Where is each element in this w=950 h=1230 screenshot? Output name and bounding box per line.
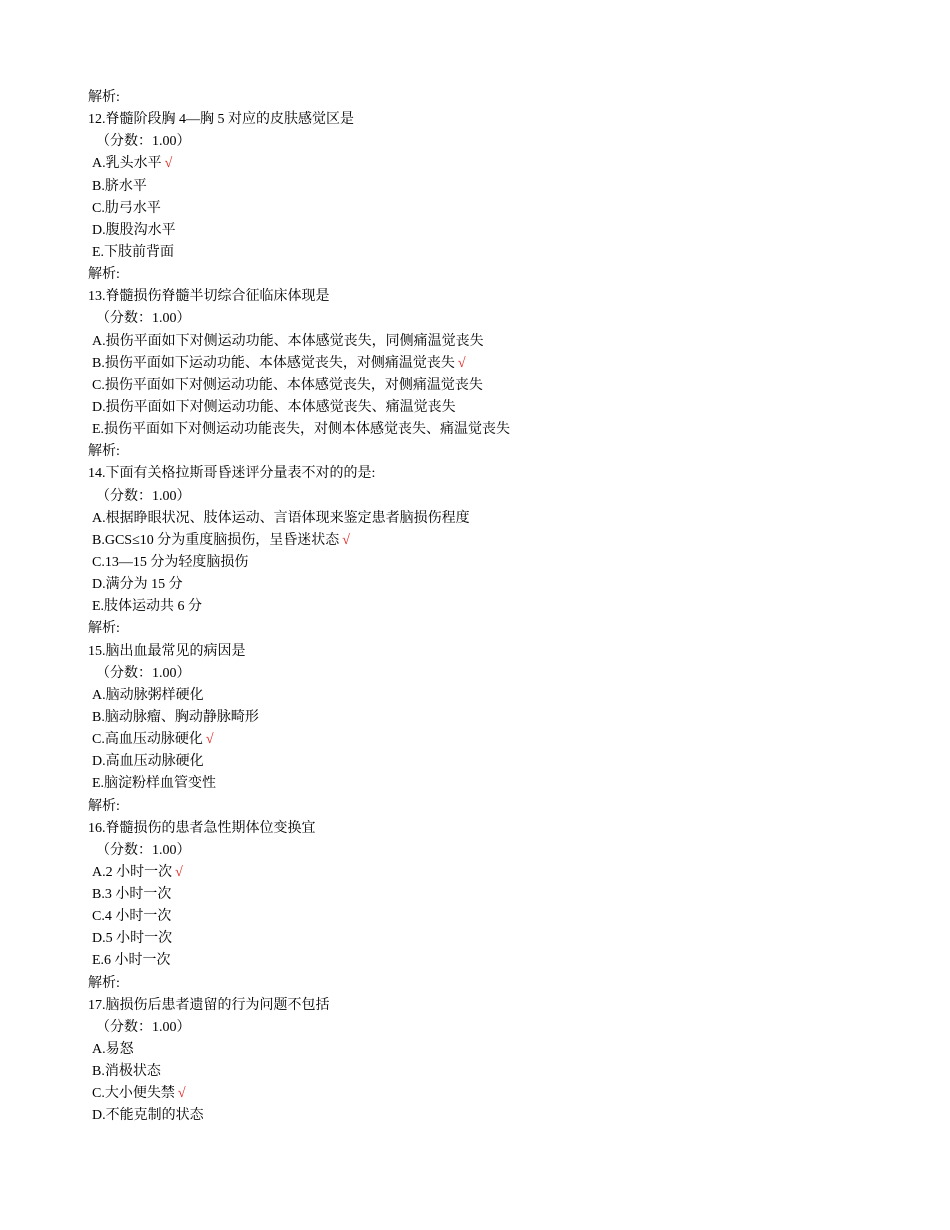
analysis-label: 解析:: [88, 621, 120, 637]
option-text: A.脑动脉粥样硬化: [92, 687, 204, 703]
question-block: [88, 463, 908, 640]
option-text: C.损伤平面如下对侧运动功能、本体感觉丧失，对侧痛温觉丧失: [92, 377, 483, 393]
answer-option: [88, 153, 908, 175]
answer-option: [88, 419, 908, 441]
option-text: D.不能克制的状态: [92, 1108, 204, 1124]
answer-option: [88, 375, 908, 397]
option-text: D.高血压动脉硬化: [92, 754, 204, 770]
correct-checkmark-icon: √: [175, 864, 183, 880]
option-text: E.损伤平面如下对侧运动功能丧失，对侧本体感觉丧失、痛温觉丧失: [92, 422, 511, 438]
question-score: （分数：1.00）: [96, 311, 191, 327]
option-text: B.损伤平面如下运动功能、本体感觉丧失，对侧痛温觉丧失: [92, 355, 455, 371]
analysis-label: 解析:: [88, 798, 120, 814]
option-text: B.3 小时一次: [92, 887, 172, 903]
answer-option: [88, 1061, 908, 1083]
answer-option: [88, 707, 908, 729]
answer-option: [88, 862, 908, 884]
correct-checkmark-icon: √: [342, 532, 350, 548]
answer-option: [88, 773, 908, 795]
option-text: B.脑动脉瘤、胸动静脉畸形: [92, 709, 259, 725]
answer-option: [88, 176, 908, 198]
answer-option: [88, 198, 908, 220]
answer-option: [88, 353, 908, 375]
question-block: [88, 818, 908, 995]
answer-option: [88, 685, 908, 707]
correct-checkmark-icon: √: [164, 156, 173, 172]
option-text: A.易怒: [92, 1042, 134, 1058]
answer-option: [88, 884, 908, 906]
option-text: B.脐水平: [92, 178, 147, 194]
question-stem: 15.脑出血最常见的病因是: [88, 643, 246, 659]
option-text: A.乳头水平: [92, 156, 162, 172]
question-score: （分数：1.00）: [96, 488, 191, 504]
analysis-label: 解析:: [88, 267, 120, 283]
question-score: （分数：1.00）: [96, 665, 191, 681]
question-stem: 17.脑损伤后患者遗留的行为问题不包括: [88, 997, 330, 1013]
option-text: A.损伤平面如下对侧运动功能、本体感觉丧失，同侧痛温觉丧失: [92, 333, 484, 349]
question-stem: 12.脊髓阶段胸 4—胸 5 对应的皮肤感觉区是: [88, 112, 354, 128]
answer-option: [88, 530, 908, 552]
option-text: C.大小便失禁: [92, 1086, 175, 1102]
correct-checkmark-icon: √: [177, 1086, 186, 1102]
answer-option: [88, 906, 908, 928]
option-text: C.肋弓水平: [92, 200, 161, 216]
answer-option: [88, 220, 908, 242]
question-stem: 13.脊髓损伤脊髓半切综合征临床体现是: [88, 289, 330, 305]
question-score: （分数：1.00）: [96, 842, 191, 858]
option-text: B.消极状态: [92, 1064, 161, 1080]
answer-option: [88, 751, 908, 773]
answer-option: [88, 1105, 908, 1127]
answer-option: [88, 397, 908, 419]
answer-option: [88, 574, 908, 596]
answer-option: [88, 950, 908, 972]
correct-checkmark-icon: √: [205, 732, 214, 748]
answer-option: [88, 928, 908, 950]
answer-option: [88, 596, 908, 618]
question-block: [88, 995, 908, 1128]
option-text: D.满分为 15 分: [92, 577, 183, 593]
question-stem: 14.下面有关格拉斯哥昏迷评分量表不对的的是:: [88, 466, 376, 482]
option-text: E.脑淀粉样血管变性: [92, 776, 217, 792]
answer-option: [88, 1039, 908, 1061]
option-text: B.GCS≤10 分为重度脑损伤，呈昏迷状态: [92, 532, 340, 548]
option-text: D.腹股沟水平: [92, 222, 176, 238]
correct-checkmark-icon: √: [457, 355, 466, 371]
question-block: [88, 109, 908, 286]
question-list: [88, 109, 908, 1127]
option-text: C.4 小时一次: [92, 909, 172, 925]
answer-option: [88, 1083, 908, 1105]
option-text: C.13—15 分为轻度脑损伤: [92, 554, 249, 570]
question-stem: 16.脊髓损伤的患者急性期体位变换宜: [88, 820, 316, 836]
option-text: E.6 小时一次: [92, 953, 171, 969]
option-text: C.高血压动脉硬化: [92, 732, 203, 748]
answer-option: [88, 508, 908, 530]
option-text: A.2 小时一次: [92, 864, 173, 880]
answer-option: [88, 242, 908, 264]
question-score: （分数：1.00）: [96, 134, 191, 150]
option-text: D.损伤平面如下对侧运动功能、本体感觉丧失、痛温觉丧失: [92, 399, 456, 415]
document-page: [88, 87, 908, 1128]
option-text: E.下肢前背面: [92, 244, 175, 260]
option-text: D.5 小时一次: [92, 931, 173, 947]
option-text: E.肢体运动共 6 分: [92, 599, 203, 615]
answer-option: [88, 331, 908, 353]
answer-option: [88, 729, 908, 751]
option-text: A.根据睁眼状况、肢体运动、言语体现来鉴定患者脑损伤程度: [92, 510, 470, 526]
analysis-label: 解析:: [88, 90, 120, 105]
answer-option: [88, 552, 908, 574]
analysis-label: 解析:: [88, 444, 120, 460]
question-block: [88, 641, 908, 818]
question-score: （分数：1.00）: [96, 1019, 191, 1035]
question-block: [88, 286, 908, 463]
analysis-label: 解析:: [88, 975, 120, 991]
